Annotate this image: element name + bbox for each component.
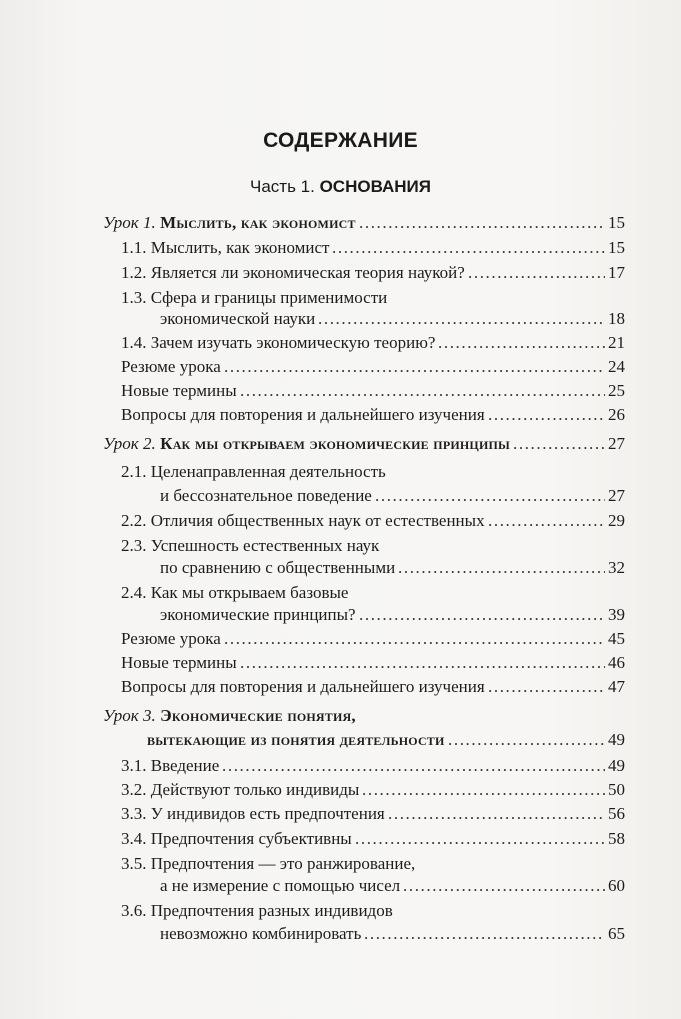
entry-text: 1.2. Является ли экономическая теория наукой? — [121, 263, 465, 282]
entry-text: Новые термины — [121, 653, 237, 672]
dot-leader — [468, 261, 605, 285]
toc-entry — [0, 754, 681, 778]
dot-leader — [355, 827, 605, 851]
page-number: 49 — [608, 756, 625, 775]
page-number: 45 — [608, 629, 625, 648]
toc-entry — [0, 899, 681, 923]
dot-leader — [240, 379, 605, 403]
page-number: 21 — [608, 333, 625, 352]
lesson-label: Урок 3. — [103, 706, 156, 725]
toc-entry — [0, 922, 681, 946]
toc-entry — [0, 675, 681, 699]
entry-text: 2.4. Как мы открываем базовые — [121, 583, 349, 602]
entry-text-continued: и бессознательное поведение — [160, 486, 372, 505]
page-number: 39 — [608, 605, 625, 624]
toc-entry — [0, 556, 681, 580]
page-number: 15 — [608, 213, 625, 232]
page-number: 29 — [608, 511, 625, 530]
dot-leader — [240, 651, 605, 675]
dot-leader — [388, 802, 605, 826]
toc-entry — [0, 627, 681, 651]
page-number: 25 — [608, 381, 625, 400]
dot-leader — [375, 484, 605, 508]
toc-entry — [0, 236, 681, 260]
toc-entry — [0, 534, 681, 558]
dot-leader — [513, 432, 605, 456]
toc-entry — [0, 331, 681, 355]
toc-entry — [0, 581, 681, 605]
toc-entry — [0, 603, 681, 627]
entry-text-continued: экономические принципы? — [160, 605, 356, 624]
entry-text: Вопросы для повторения и дальнейшего изучения — [121, 677, 485, 696]
toc-entry — [0, 261, 681, 285]
entry-text-continued: экономической науки — [160, 309, 316, 328]
toc-entry — [0, 651, 681, 675]
entry-text: 3.6. Предпочтения разных индивидов — [121, 901, 393, 920]
lesson-title — [103, 704, 356, 728]
page-number: 49 — [608, 730, 625, 749]
dot-leader — [438, 331, 605, 355]
entry-text: 2.1. Целенаправленная деятельность — [121, 462, 386, 481]
dot-leader — [332, 236, 605, 260]
page-number: 15 — [608, 238, 625, 257]
entry-text: Новые термины — [121, 381, 237, 400]
entry-text: 3.1. Введение — [121, 756, 220, 775]
toc-entry — [0, 704, 681, 728]
toc-entry — [0, 460, 681, 484]
entry-text-continued: по сравнению с общественными — [160, 558, 396, 577]
lesson-title — [103, 432, 510, 456]
dot-leader — [359, 211, 605, 235]
page-number: 47 — [608, 677, 625, 696]
entry-text: 3.2. Действуют только индивиды — [121, 780, 360, 799]
toc-entry — [0, 211, 681, 235]
page-number: 60 — [608, 876, 625, 895]
page-number: 56 — [608, 804, 625, 823]
toc-entry — [0, 874, 681, 898]
page-number: 65 — [608, 924, 625, 943]
dot-leader — [488, 675, 605, 699]
page-number: 46 — [608, 653, 625, 672]
lesson-name: Как мы открываем экономические принципы — [155, 434, 511, 453]
toc-entry — [0, 432, 681, 456]
toc-entry — [0, 379, 681, 403]
toc-entry — [0, 484, 681, 508]
page-number: 32 — [608, 558, 625, 577]
toc-entry — [0, 827, 681, 851]
lesson-label: Урок 2. — [103, 434, 156, 453]
entry-text: 3.4. Предпочтения субъективны — [121, 829, 352, 848]
dot-leader — [359, 603, 605, 627]
toc-entry — [0, 355, 681, 379]
lesson-name: вытекающие из понятия деятельности — [147, 730, 445, 749]
page-number: 58 — [608, 829, 625, 848]
page-number: 27 — [608, 434, 625, 453]
toc-entry — [0, 778, 681, 802]
entry-text-continued: невозможно комбинировать — [160, 924, 362, 943]
dot-leader — [448, 728, 605, 752]
lesson-title-continued — [147, 728, 445, 752]
entry-text: Резюме урока — [121, 357, 221, 376]
entry-text: 3.3. У индивидов есть предпочтения — [121, 804, 385, 823]
page-number: 50 — [608, 780, 625, 799]
entry-text: 3.5. Предпочтения — это ранжирование, — [121, 854, 416, 873]
page-number: 18 — [608, 309, 625, 328]
page-number: 17 — [608, 263, 625, 282]
dot-leader — [362, 778, 605, 802]
entry-text: Резюме урока — [121, 629, 221, 648]
toc-entry — [0, 403, 681, 427]
dot-leader — [398, 556, 605, 580]
page-number: 27 — [608, 486, 625, 505]
toc-entry — [0, 728, 681, 752]
page-number: 26 — [608, 405, 625, 424]
part-label: Часть 1. — [250, 177, 315, 196]
toc-entry — [0, 852, 681, 876]
toc-heading: СОДЕРЖАНИЕ — [263, 129, 418, 152]
entry-text: 1.4. Зачем изучать экономическую теорию? — [121, 333, 436, 352]
dot-leader — [364, 922, 605, 946]
dot-leader — [488, 509, 605, 533]
entry-text: 2.2. Отличия общественных наук от естественных — [121, 511, 485, 530]
lesson-name: Экономические понятия, — [155, 706, 356, 725]
lesson-name: Мыслить, как экономист — [155, 213, 356, 232]
dot-leader — [222, 754, 605, 778]
entry-text: 1.1. Мыслить, как экономист — [121, 238, 330, 257]
dot-leader — [224, 355, 605, 379]
entry-text: 2.3. Успешность естественных наук — [121, 536, 380, 555]
entry-text-continued: а не измерение с помощью чисел — [160, 876, 401, 895]
entry-text: Вопросы для повторения и дальнейшего изучения — [121, 405, 485, 424]
entry-text: 1.3. Сфера и границы применимости — [121, 288, 388, 307]
dot-leader — [318, 307, 605, 331]
dot-leader — [224, 627, 605, 651]
toc-entry — [0, 307, 681, 331]
part-title: ОСНОВАНИЯ — [319, 177, 431, 196]
toc-entry — [0, 802, 681, 826]
dot-leader — [488, 403, 605, 427]
toc-entry — [0, 509, 681, 533]
dot-leader — [403, 874, 605, 898]
lesson-title — [103, 211, 356, 235]
page-number: 24 — [608, 357, 625, 376]
lesson-label: Урок 1. — [103, 213, 156, 232]
